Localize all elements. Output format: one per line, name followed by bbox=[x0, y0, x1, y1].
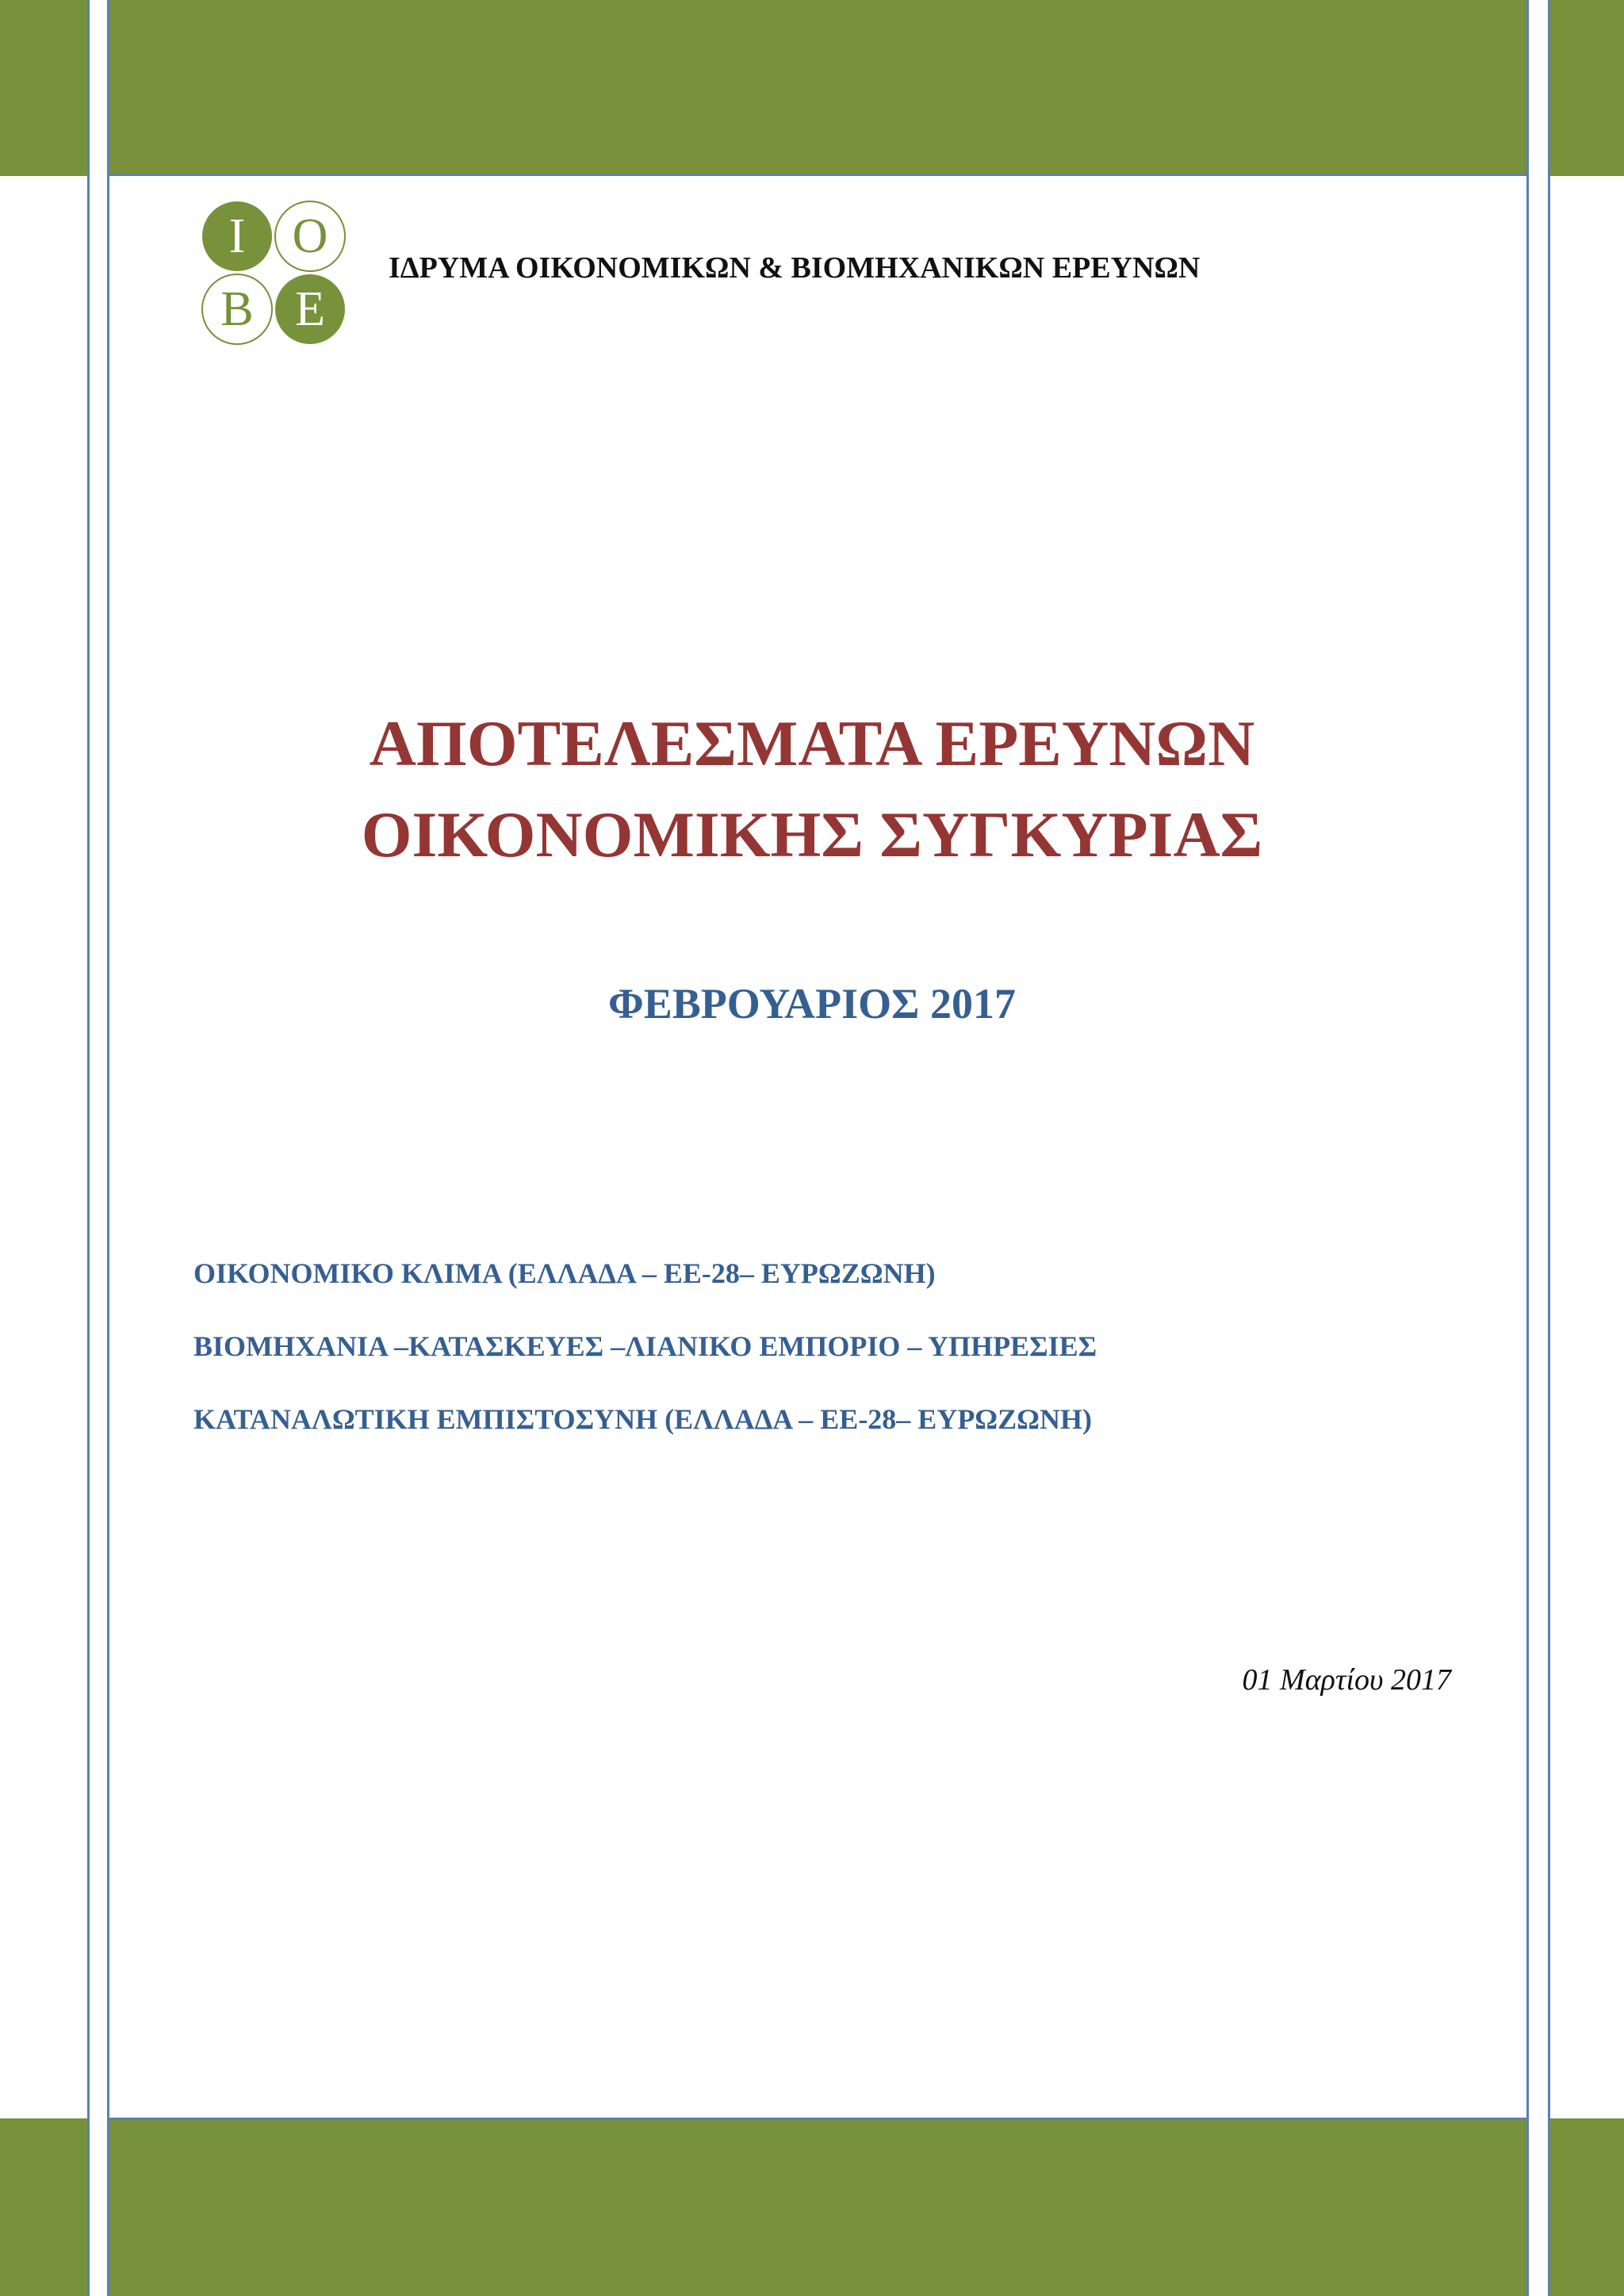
frame-line-left-outer bbox=[87, 0, 90, 2296]
top-band-right bbox=[1549, 0, 1624, 176]
report-period: ΦΕΒΡΟΥΑΡΙΟΣ 2017 bbox=[608, 980, 1016, 1027]
frame-line-bottom bbox=[109, 2118, 1526, 2120]
frame-line-left-inner bbox=[107, 0, 109, 2296]
bottom-band-center bbox=[109, 2118, 1528, 2296]
top-band-left bbox=[0, 0, 87, 176]
bottom-band-right bbox=[1549, 2118, 1624, 2296]
logo-letter: Ε bbox=[295, 282, 325, 336]
frame-line-right-inner bbox=[1526, 0, 1529, 2296]
report-title bbox=[0, 698, 1624, 880]
topic-item: ΟΙΚΟΝΟΜΙΚΟ ΚΛΙΜΑ (ΕΛΛΑΔΑ – ΕΕ-28– ΕΥΡΩΖΩΝΗ) bbox=[193, 1257, 936, 1289]
topic-item: ΒΙΟΜΗΧΑΝΙΑ –ΚΑΤΑΣΚΕΥΕΣ –ΛΙΑΝΙΚΟ ΕΜΠΟΡΙΟ – ΥΠΗΡΕΣΙΕΣ bbox=[193, 1330, 1097, 1362]
publication-date: 01 Μαρτίου 2017 bbox=[1242, 1663, 1451, 1697]
iobe-logo bbox=[201, 200, 347, 346]
organization-name: ΙΔΡΥΜΑ ΟΙΚΟΝΟΜΙΚΩΝ & ΒΙΟΜΗΧΑΝΙΚΩΝ ΕΡΕΥΝΩΝ bbox=[389, 251, 1201, 285]
report-title-line: ΟΙΚΟΝΟΜΙΚΗΣ ΣΥΓΚΥΡΙΑΣ bbox=[361, 798, 1263, 871]
bottom-band-left bbox=[0, 2118, 87, 2296]
frame-line-right-outer bbox=[1548, 0, 1550, 2296]
topic-item: ΚΑΤΑΝΑΛΩΤΙΚΗ ΕΜΠΙΣΤΟΣΥΝΗ (ΕΛΛΑΔΑ – ΕΕ-28– ΕΥΡΩΖΩΝΗ) bbox=[193, 1403, 1092, 1435]
logo-letter: Ο bbox=[292, 209, 328, 263]
frame-line-top bbox=[109, 174, 1526, 176]
top-band-center bbox=[109, 0, 1528, 176]
logo-letter: Β bbox=[220, 282, 254, 336]
logo-letter: Ι bbox=[228, 209, 246, 263]
report-title-line: ΑΠΟΤΕΛΕΣΜΑΤΑ ΕΡΕΥΝΩΝ bbox=[369, 707, 1255, 779]
topics-list bbox=[193, 1254, 1097, 1473]
